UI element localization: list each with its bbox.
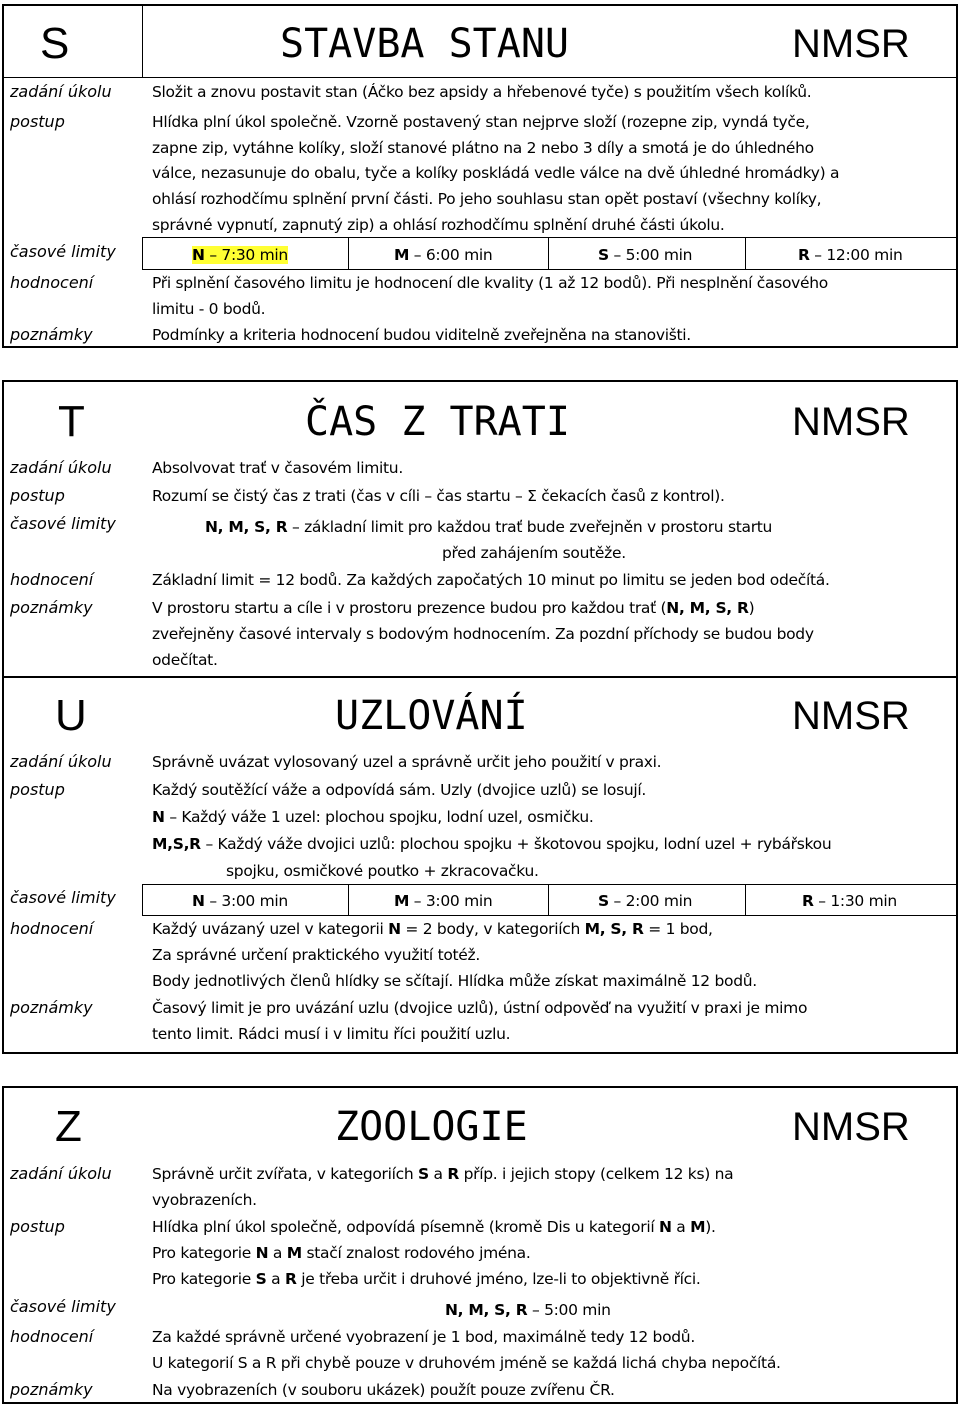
- poznamky-line: zveřejněny časové intervaly s bodovým hodnocením. Za pozdní příchody se budou body: [152, 625, 814, 643]
- label-limity: časové limity: [10, 888, 116, 907]
- section-letter: U: [55, 691, 87, 740]
- label-poznamky: poznámky: [10, 998, 93, 1017]
- postup-line: M,S,R – Každý váže dvojici uzlů: plochou spojku + škotovou spojku, lodní uzel + rybářskou: [152, 835, 832, 853]
- zadani-line: Správně určit zvířata, v kategoriích S a R příp. i jejich stopy (celkem 12 ks) na: [152, 1165, 734, 1183]
- postup-line: N – Každý váže 1 uzel: plochou spojku, lodní uzel, osmičku.: [152, 808, 594, 826]
- label-zadani: zadání úkolu: [10, 458, 112, 477]
- limit-s: S – 2:00 min: [598, 892, 693, 910]
- label-postup: postup: [10, 1217, 65, 1236]
- section-letter: Z: [55, 1102, 82, 1151]
- label-postup: postup: [10, 486, 65, 505]
- category-label: NMSR: [792, 400, 910, 444]
- limit-n: N – 7:30 min: [192, 246, 288, 264]
- hodnoceni-line: Při splnění časového limitu je hodnocení dle kvality (1 až 12 bodů). Při nesplnění časového: [152, 274, 828, 292]
- hodnoceni-line: Každý uvázaný uzel v kategorii N = 2 body, v kategoriích M, S, R = 1 bod,: [152, 920, 713, 938]
- limit-r: R – 12:00 min: [798, 246, 903, 264]
- poznamky-text: Na vyobrazeních (v souboru ukázek) použít pouze zvířenu ČR.: [152, 1381, 615, 1399]
- hodnoceni-line: Za každé správně určené vyobrazení je 1 bod, maximálně tedy 12 bodů.: [152, 1328, 695, 1346]
- hodnoceni-line: Body jednotlivých členů hlídky se sčítají. Hlídka může získat maximálně 12 bodů.: [152, 972, 757, 990]
- limity-text: N, M, S, R – 5:00 min: [445, 1301, 611, 1319]
- category-label: NMSR: [792, 1105, 910, 1149]
- poznamky-line: V prostoru startu a cíle i v prostoru prezence budou pro každou trať (N, M, S, R): [152, 599, 755, 617]
- hodnoceni-line: Za správné určení praktického využití totéž.: [152, 946, 481, 964]
- section-title: ČAS Z TRATI: [305, 399, 570, 445]
- label-limity: časové limity: [10, 514, 116, 533]
- label-hodnoceni: hodnocení: [10, 1327, 94, 1346]
- limit-m: M – 6:00 min: [394, 246, 493, 264]
- category-label: NMSR: [792, 694, 910, 738]
- postup-line: spojku, osmičkové poutko + zkracovačku.: [226, 862, 539, 880]
- poznamky-line: Časový limit je pro uvázání uzlu (dvojice uzlů), ústní odpověď na využití v praxi je mimo: [152, 999, 808, 1017]
- section-letter: T: [58, 397, 85, 446]
- postup-text: Rozumí se čistý čas z trati (čas v cíli – čas startu – Σ čekacích časů z kontrol).: [152, 487, 725, 505]
- label-zadani: zadání úkolu: [10, 82, 112, 101]
- label-hodnoceni: hodnocení: [10, 273, 94, 292]
- postup-line: Každý soutěžící váže a odpovídá sám. Uzly (dvojice uzlů) se losují.: [152, 781, 647, 799]
- section-title: STAVBA STANU: [280, 21, 569, 67]
- label-limity: časové limity: [10, 1297, 116, 1316]
- zadani-text: Složit a znovu postavit stan (Áčko bez apsidy a hřebenové tyče) s použitím všech kolíků.: [152, 83, 812, 101]
- hodnoceni-line: U kategorií S a R při chybě pouze v druhovém jméně se každá lichá chyba nepočítá.: [152, 1354, 781, 1372]
- zadani-line: vyobrazeních.: [152, 1191, 257, 1209]
- section-title: ZOOLOGIE: [335, 1104, 528, 1150]
- label-poznamky: poznámky: [10, 598, 93, 617]
- postup-line: Pro kategorie N a M stačí znalost rodového jména.: [152, 1244, 531, 1262]
- postup-line: zapne zip, vytáhne kolíky, složí stanové plátno na 2 nebo 3 díly a smotá je do úhledného: [152, 139, 814, 157]
- label-hodnoceni: hodnocení: [10, 570, 94, 589]
- poznamky-line: tento limit. Rádci musí i v limitu říci použití uzlu.: [152, 1025, 511, 1043]
- postup-line: Pro kategorie S a R je třeba určit i druhové jméno, lze-li to objektivně říci.: [152, 1270, 701, 1288]
- postup-line: Hlídka plní úkol společně, odpovídá písemně (kromě Dis u kategorií N a M).: [152, 1218, 716, 1236]
- postup-line: válce, nezasunuje do obalu, tyče a kolíky poskládá vedle válce na dvě úhledné hromádky) a: [152, 164, 840, 182]
- label-hodnoceni: hodnocení: [10, 919, 94, 938]
- zadani-text: Správně uvázat vylosovaný uzel a správně určit jeho použití v praxi.: [152, 753, 662, 771]
- poznamky-line: odečítat.: [152, 651, 218, 669]
- section-letter: S: [40, 19, 70, 68]
- label-poznamky: poznámky: [10, 325, 93, 344]
- limit-r: R – 1:30 min: [802, 892, 897, 910]
- label-limity: časové limity: [10, 242, 116, 261]
- zadani-text: Absolvovat trať v časovém limitu.: [152, 459, 403, 477]
- limit-s: S – 5:00 min: [598, 246, 693, 264]
- postup-line: ohlásí rozhodčímu splnění první části. Po jeho souhlasu stan opět postaví (všechny kolíky,: [152, 190, 822, 208]
- hodnoceni-line: limitu - 0 bodů.: [152, 300, 266, 318]
- limit-m: M – 3:00 min: [394, 892, 493, 910]
- label-zadani: zadání úkolu: [10, 1164, 112, 1183]
- limity-text-2: před zahájením soutěže.: [442, 544, 626, 562]
- label-postup: postup: [10, 780, 65, 799]
- limity-text: N, M, S, R – základní limit pro každou trať bude zveřejněn v prostoru startu: [205, 518, 773, 536]
- label-poznamky: poznámky: [10, 1380, 93, 1399]
- category-label: NMSR: [792, 22, 910, 66]
- label-postup: postup: [10, 112, 65, 131]
- postup-line: správné vypnutí, zapnutý zip) a ohlásí rozhodčímu splnění druhé části úkolu.: [152, 216, 725, 234]
- poznamky-text: Podmínky a kriteria hodnocení budou viditelně zveřejněna na stanovišti.: [152, 326, 691, 344]
- limit-n: N – 3:00 min: [192, 892, 288, 910]
- section-title: UZLOVÁNÍ: [335, 693, 528, 739]
- label-zadani: zadání úkolu: [10, 752, 112, 771]
- hodnoceni-text: Základní limit = 12 bodů. Za každých započatých 10 minut po limitu se jeden bod odečítá.: [152, 571, 830, 589]
- postup-line: Hlídka plní úkol společně. Vzorně postavený stan nejprve složí (rozepne zip, vyndá tyče,: [152, 113, 810, 131]
